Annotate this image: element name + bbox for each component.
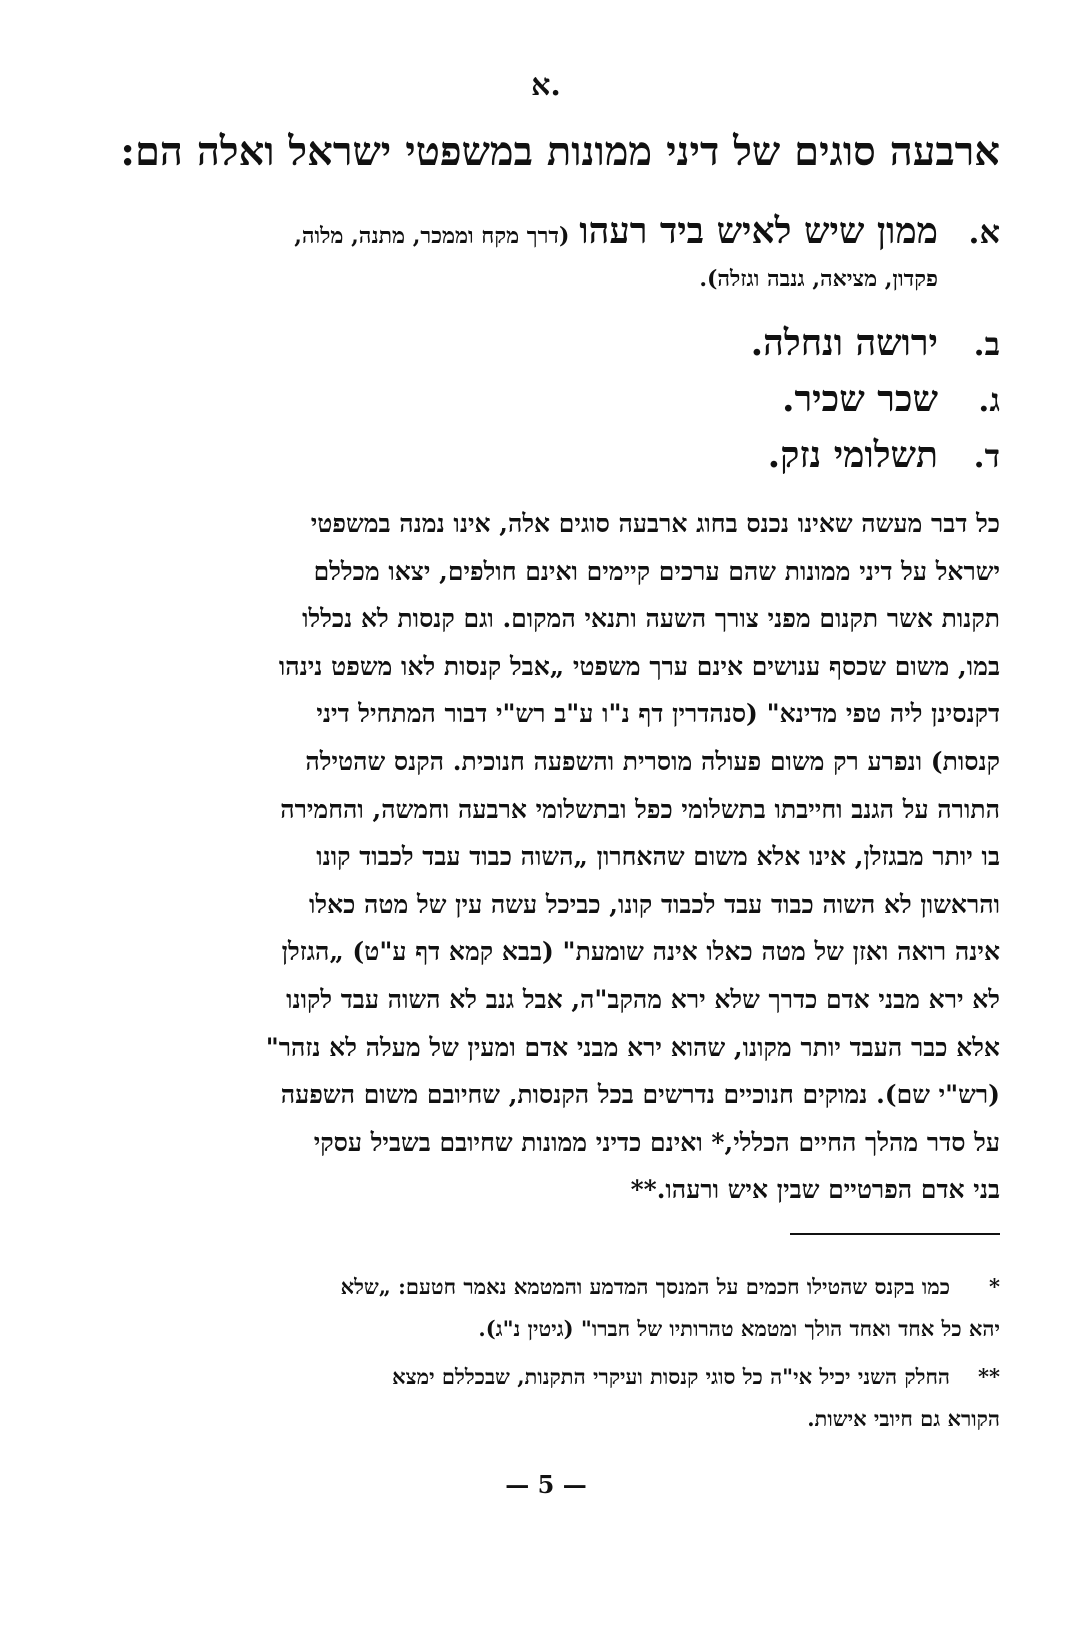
body-line: התורה על הגנב וחייבתו בתשלומי כפל ובתשלומי ארבעה וחמשה, והחמירה (280, 794, 1000, 824)
body-line: בני אדם הפרטיים שבין איש ורעהו.** (630, 1175, 1000, 1205)
list-item-main: ממון שיש לאיש ביד רעהו (579, 210, 938, 252)
list-marker: ג. (978, 381, 1000, 419)
body-line: והראשון לא השוה כבוד עבד לכבוד קונו, כביכל עשה עין של מטה כאלו (308, 889, 1000, 919)
footnote-text: כמו בקנס שהטילו חכמים על המנסך המדמע והמטמא נאמר חטעם: „שלא (340, 1274, 950, 1299)
body-line: קנסות) ונפרע רק משום פעולה מוסרית והשפעה חנוכית. הקנס שהטילה (305, 746, 1000, 776)
list-item-main: תשלומי נזק. (767, 434, 938, 476)
page-number: — 5 — (505, 1470, 587, 1499)
list-item (80, 210, 1000, 292)
footnote (80, 1356, 1000, 1440)
list-item (80, 434, 1000, 476)
body-line: כל דבר מעשה שאינו נכנס בחוג ארבעה סוגים אלה, אינו נמנה במשפטי (310, 509, 1000, 538)
list-item (80, 378, 1000, 420)
footnote-divider (790, 1233, 1000, 1235)
list-marker: ב. (973, 325, 1000, 363)
body-line: תקנות אשר תקנום מפני צורך השעה ותנאי המקום. וגם קנסות לא נכללו (302, 604, 1000, 634)
body-line: לא ירא מבני אדם כדרך שלא ירא מהקב"ה, אבל גנב לא השוה עבד לקונו (286, 984, 1000, 1014)
footnote-mark: ** (978, 1364, 1000, 1389)
footnote-mark: * (989, 1274, 1000, 1299)
list-item-detail-continued: פקדון, מציאה, גנבה וגזלה). (699, 266, 938, 292)
section-letter: א. (531, 68, 561, 103)
list-marker: ד. (973, 437, 1000, 475)
body-line: במו, משום שכסף ענושים אינם ערך משפטי „אבל קנסות לאו משפט נינהו (278, 651, 1000, 681)
body-line: (רש"י שם). נמוקים חנוכיים נדרשים בכל הקנסות, שחיובם משום השפעה (280, 1080, 1000, 1110)
list-item-main: שכר שכיר. (781, 378, 938, 420)
body-line: על סדר מהלך החיים הכללי,* ואינם כדיני ממונות שחיובם בשביל עסקי (313, 1127, 1000, 1157)
body-line: ישראל על דיני ממונות שהם ערכים קיימים ואינם חולפים, יצאו מכללם (313, 556, 1000, 586)
list-item-main: ירושה ונחלה. (750, 322, 938, 364)
body-line: אלא כבר העבד יותר מקונו, שהוא ירא מבני אדם ומעין של מעלה לא נזהר" (265, 1032, 1000, 1062)
list-item-detail: (דרך מקח וממכר, מתנה, מלוה, (294, 223, 570, 249)
footnote-text: החלק השני יכיל אי"ה כל סוגי קנסות ועיקרי התקנות, שבכללם ימצא (392, 1364, 950, 1389)
footnote (80, 1266, 1000, 1350)
body-line: דקנסינן ליה טפי מדינא" (סנהדרין דף נ"ו ע"ב רש"י דבור המתחיל דיני (316, 699, 1000, 729)
body-line: אינה רואה ואזן של מטה כאלו אינה שומעת" (בבא קמא דף ע"ט) „הגזלן (281, 937, 1000, 967)
list-marker: א. (968, 213, 1000, 251)
body-paragraph (80, 500, 1000, 1214)
page-heading: ארבעה סוגים של דיני ממונות במשפטי ישראל ואלה הם: (120, 128, 1000, 175)
body-line: בו יותר מבגזלן, אינו אלא משום שהאחרון „השוה כבוד עבד לכבוד קונו (316, 842, 1000, 872)
footnote-text-continued: יהא כל אחד ואחד הולך ומטמא טהרותיו של חברו" (גיטין נ"ג). (478, 1316, 1000, 1341)
footnote-text-continued: הקורא גם חיובי אישות. (807, 1406, 1000, 1431)
list-item (80, 322, 1000, 364)
